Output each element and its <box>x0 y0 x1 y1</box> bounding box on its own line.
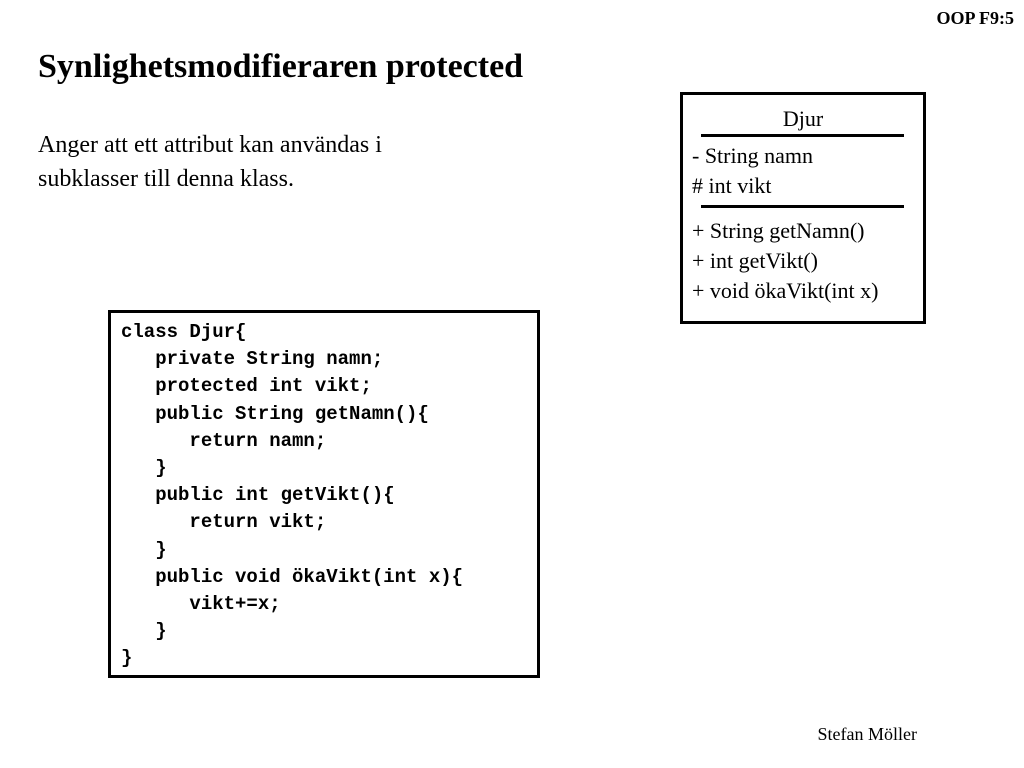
uml-method: + void ökaVikt(int x) <box>692 278 879 303</box>
code-line: public void ökaVikt(int x){ <box>121 565 464 588</box>
uml-divider <box>701 134 904 137</box>
description-text: Anger att ett attribut kan användas i subklasser till denna klass. <box>38 132 382 192</box>
uml-attribute: - String namn <box>692 143 813 168</box>
code-block <box>108 310 540 678</box>
uml-class-name: Djur <box>782 106 824 131</box>
code-line: public int getVikt(){ <box>121 484 395 507</box>
uml-divider <box>701 205 904 208</box>
author-name: Stefan Möller <box>817 724 917 744</box>
code-line: } <box>121 538 167 561</box>
code-line: } <box>121 457 167 480</box>
code-line: vikt+=x; <box>121 593 281 616</box>
uml-method: + String getNamn() <box>692 218 865 243</box>
code-line: protected int vikt; <box>121 375 372 398</box>
code-line: public String getNamn(){ <box>121 402 429 425</box>
uml-attributes <box>683 141 923 201</box>
slide-title: Synlighetsmodifieraren protected <box>38 48 524 85</box>
uml-methods <box>683 216 923 306</box>
code-line: private String namn; <box>121 348 384 371</box>
code-line: class Djur{ <box>121 321 247 343</box>
code-line: } <box>121 647 133 670</box>
uml-attribute: # int vikt <box>692 173 772 198</box>
code-line: } <box>121 620 167 643</box>
uml-method: + int getVikt() <box>692 248 818 273</box>
code-line: return vikt; <box>121 511 327 534</box>
slide-label: OOP F9:5 <box>936 8 1014 28</box>
code-line: return namn; <box>121 429 327 452</box>
uml-class-diagram <box>680 92 926 324</box>
